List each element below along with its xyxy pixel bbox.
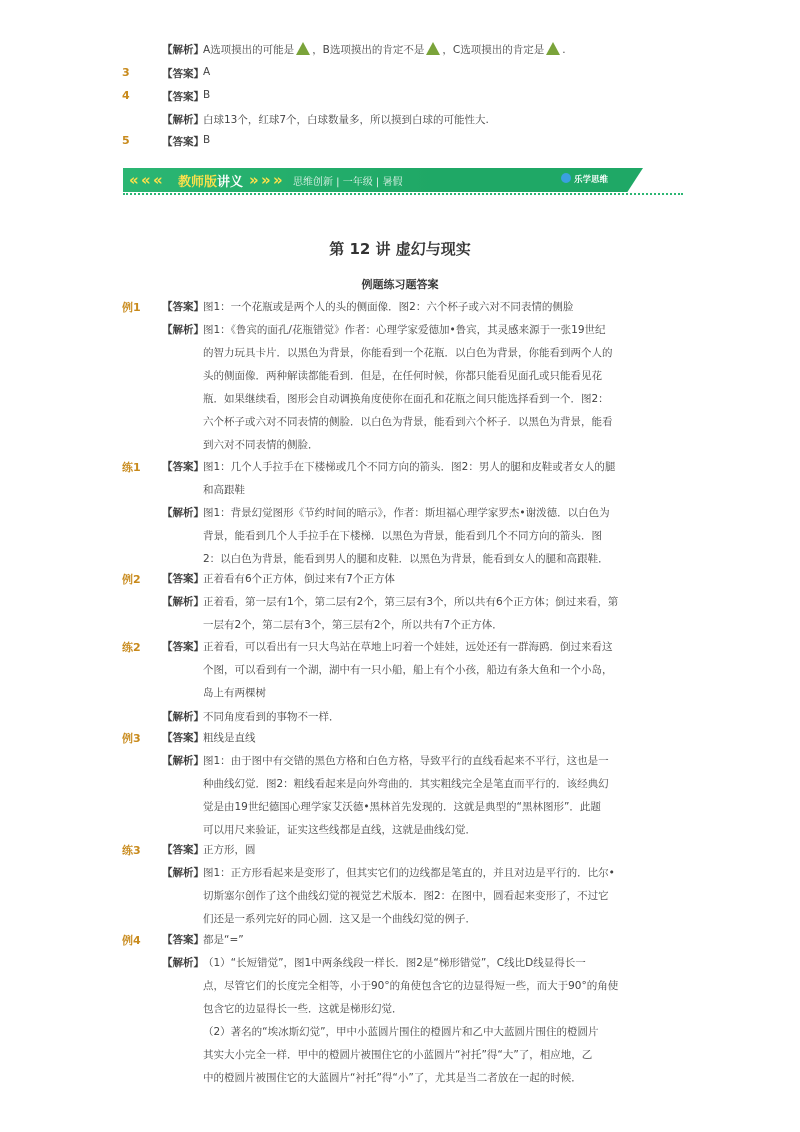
- entry-text-line: 2：以白色为背景，能看到男人的腿和皮鞋．以黑色为背景，能看到女人的腿和高跟鞋．: [203, 553, 609, 565]
- analysis-tag: 【解析】: [162, 867, 204, 879]
- answer-tag: 【答案】: [162, 641, 204, 653]
- entry-text-line: 头的侧面像．两种解读都能看到．但是，在任何时候，你都只能看见面孔或只能看见花: [203, 370, 602, 382]
- chevron-right-icon: »: [261, 171, 271, 189]
- entry-text-line: （2）著名的“埃冰斯幻觉”，甲中小蓝圆片围住的橙圆片和乙中大蓝圆片围住的橙圆片: [203, 1026, 599, 1038]
- entry-text-line: 们还是一系列完好的同心圆．这又是一个曲线幻觉的例子．: [203, 913, 476, 925]
- tri-line-part1: A选项摸出的可能是: [203, 44, 295, 56]
- analysis-tag: 【解析】: [162, 957, 204, 969]
- answer-tag: 【答案】: [162, 301, 204, 313]
- entry-text-line: 中的橙圆片被围住它的大蓝圆片“衬托”得“小”了，尤其是当二者放在一起的时候．: [203, 1072, 582, 1084]
- entry-text-line: 图1：背景幻觉图形《节约时间的暗示》，作者：斯坦福心理学家罗杰•谢泼德．以白色为: [203, 507, 610, 519]
- entry-text-line: 图1：几个人手拉手在下楼梯或几个不同方向的箭头．图2：男人的腿和皮鞋或者女人的腿: [203, 461, 616, 473]
- item-text: A: [203, 66, 211, 78]
- entry-text-line: 六个杯子或六对不同表情的侧脸．以白色为背景，能看到六个杯子．以黑色为背景，能看: [203, 416, 613, 428]
- entry-text-line: 正着看，第一层有1个，第二层有2个，第三层有3个，所以共有6个正方体；倒过来看，第: [203, 596, 619, 608]
- analysis-tag: 【解析】: [162, 44, 204, 56]
- entry-text-line: （1）“长短错觉”，图1中两条线段一样长．图2是“梯形错觉”，C线比D线显得长一: [203, 957, 586, 969]
- entry-text-line: 图1：《鲁宾的面孔/花瓶错觉》作者：心理学家爱德加•鲁宾，其灵感来源于一张19世纪: [203, 324, 606, 336]
- entry-text-line: 正着看有6个正方体，倒过来有7个正方体: [203, 573, 395, 585]
- example-number: 练2: [122, 641, 141, 654]
- answer-tag: 【答案】: [162, 461, 204, 473]
- example-number: 练3: [122, 844, 141, 857]
- triangle-icon: [546, 42, 560, 55]
- answer-tag: 【答案】: [162, 732, 204, 744]
- entry-text-line: 其实大小完全一样．甲中的橙圆片被围住它的小蓝圆片“衬托”得“大”了，相应地，乙: [203, 1049, 593, 1061]
- entry-text-line: 正着看，可以看出有一只大鸟站在草地上叼着一个娃娃，远处还有一群海鸥．倒过来看这: [203, 641, 613, 653]
- item-number: 3: [122, 66, 130, 79]
- lecture-title: 第 12 讲 虚幻与现实: [329, 240, 471, 258]
- entry-text-line: 不同角度看到的事物不一样．: [203, 711, 340, 723]
- triangle-icon: [296, 42, 310, 55]
- entry-text-line: 正方形，圆: [203, 844, 256, 856]
- entry-text-line: 瓶．如果继续看，图形会自动调换角度使你在面孔和花瓶之间只能选择看到一个．图2：: [203, 393, 609, 405]
- entry-text-line: 个图，可以看到有一个湖，湖中有一只小船，船上有个小孩，船边有条大鱼和一个小岛，: [203, 664, 613, 676]
- teacher-edition-banner: [123, 168, 643, 192]
- tri-line-part3: ，C选项摸出的肯定是: [442, 44, 545, 56]
- entry-text-line: 可以用尺来验证，证实这些线都是直线，这就是曲线幻觉．: [203, 824, 476, 836]
- tri-line-part2: ，B选项摸出的肯定不是: [312, 44, 425, 56]
- entry-text-line: 到六对不同表情的侧脸．: [203, 439, 319, 451]
- chevron-left-icon: «: [153, 171, 163, 189]
- entry-text-line: 岛上有两棵树: [203, 687, 266, 699]
- banner-title-a: 教师版: [178, 175, 218, 190]
- item-text: 白球13个，红球7个，白球数量多，所以摸到白球的可能性大.: [203, 114, 489, 126]
- brand-logo-icon: [561, 173, 571, 183]
- entry-text-line: 觉是由19世纪德国心理学家艾沃德•黑林首先发现的．这就是典型的“黑林图形”．此题: [203, 801, 601, 813]
- answer-tag: 【答案】: [162, 934, 204, 946]
- item-text: B: [203, 134, 211, 146]
- entry-text-line: 图1：正方形看起来是变形了，但其实它们的边线都是笔直的，并且对边是平行的．比尔•: [203, 867, 615, 879]
- entry-text-line: 和高跟鞋: [203, 484, 245, 496]
- example-number: 例4: [122, 934, 141, 947]
- item-text: B: [203, 89, 211, 101]
- answer-tag: 【答案】: [162, 844, 204, 856]
- chevron-left-icon: «: [141, 171, 151, 189]
- analysis-tag: 【解析】: [162, 596, 204, 608]
- answer-tag: 【答案】: [162, 573, 204, 585]
- example-number: 例2: [122, 573, 141, 586]
- brand-name: 乐学思维: [574, 175, 609, 185]
- entry-text-line: 都是“=”: [203, 934, 244, 946]
- answer-tag: 【答案】: [162, 91, 204, 103]
- item-number: 4: [122, 89, 130, 102]
- analysis-tag: 【解析】: [162, 711, 204, 723]
- chevron-right-icon: »: [273, 171, 283, 189]
- answer-tag: 【答案】: [162, 68, 204, 80]
- analysis-tag: 【解析】: [162, 507, 204, 519]
- section-title: 例题练习题答案: [361, 278, 439, 291]
- banner-title: [178, 171, 243, 190]
- triangle-analysis-line: [203, 42, 566, 57]
- item-number: 5: [122, 134, 130, 147]
- entry-text-line: 切斯塞尔创作了这个曲线幻觉的视觉艺术版本．图2：在图中，圆看起来变形了，不过它: [203, 890, 609, 902]
- answer-tag: 【答案】: [162, 136, 204, 148]
- analysis-tag: 【解析】: [162, 755, 204, 767]
- entry-text-line: 背景，能看到几个人手拉手在下楼梯．以黑色为背景，能看到几个不同方向的箭头．图: [203, 530, 602, 542]
- entry-text-line: 的智力玩具卡片．以黑色为背景，你能看到一个花瓶．以白色为背景，你能看到两个人的: [203, 347, 613, 359]
- tri-line-part4: .: [562, 44, 566, 56]
- entry-text-line: 包含它的边显得长一些．这就是梯形幻觉．: [203, 1003, 403, 1015]
- entry-text-line: 图1：由于图中有交错的黑色方格和白色方格，导致平行的直线看起来不平行，这也是一: [203, 755, 609, 767]
- brand-logo: [561, 173, 608, 185]
- entry-text-line: 一层有2个，第二层有3个，第三层有2个，所以共有7个正方体．: [203, 619, 503, 631]
- analysis-tag: 【解析】: [162, 114, 204, 126]
- entry-text-line: 图1：一个花瓶或是两个人的头的侧面像．图2：六个杯子或六对不同表情的侧脸: [203, 301, 574, 313]
- chevron-left-icon: «: [129, 171, 139, 189]
- banner-title-b: 讲义: [217, 175, 244, 190]
- chevron-right-icon: »: [249, 171, 259, 189]
- example-number: 例3: [122, 732, 141, 745]
- analysis-tag: 【解析】: [162, 324, 204, 336]
- entry-text-line: 种曲线幻觉．图2：粗线看起来是向外弯曲的．其实粗线完全是笔直而平行的．该经典幻: [203, 778, 609, 790]
- example-number: 练1: [122, 461, 141, 474]
- example-number: 例1: [122, 301, 141, 314]
- triangle-icon: [426, 42, 440, 55]
- entry-text-line: 点，尽管它们的长度完全相等，小于90°的角使包含它的边显得短一些，而大于90°的角使: [203, 980, 619, 992]
- banner-subtitle: 思维创新 | 一年级 | 暑假: [293, 177, 403, 188]
- entry-text-line: 粗线是直线: [203, 732, 256, 744]
- banner-dotted-divider: [123, 193, 683, 195]
